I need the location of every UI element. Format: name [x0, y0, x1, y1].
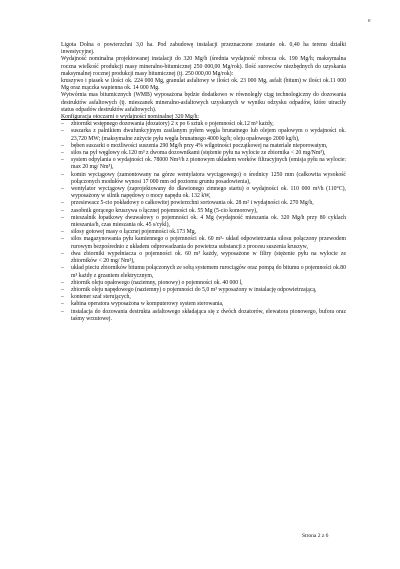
list-item: – bęben suszarki o możliwości suszenia 290 Mg/h przy 4% wilgotności początkowej na materiale nieporowatym, — [61, 143, 346, 150]
list-item: – kontener szaf sterujących, — [61, 294, 346, 301]
list-item: – układ pieciu zbiorników bitumu połączonych ze sobą systemem rurociągów oraz pompą do bitumu o pojemności ok.80 m³ każdy z grzaniem elektrycznym, — [61, 265, 346, 279]
list-item: – silos magazynowania pyłu kamiennego o pojemności ok. 60 m³- układ odpowietrzania silosu połączony przewodem rurowym bezpośrednio z układem odprowadzania do powietrza substancji z procesu suszenia kruszyw, — [61, 236, 346, 250]
corner-mark: e — [368, 18, 371, 24]
list-item: – zbiornik oleju opałowego (naziemny, pionowy) o pojemności ok. 40 000 l, — [61, 280, 346, 287]
configuration-list — [61, 121, 346, 323]
section-title: Konfiguracja otoczarni o wydajności nominalnej 320 Mg/h: — [61, 114, 199, 121]
list-item: – instalacja do dozowania destrukta asfaltowego składająca się z dwóch dozatorów, elewatora pionowego, bufora oraz taśmy wrzutowej. — [61, 309, 346, 323]
list-item: – komin wyciągowy (zamontowany na górze wentylatora wyciągowego) o średnicy 1250 mm (całkowita wysokość połączonych modułów wynosi 17 000 mm od poziomu gruntu posadowienia), — [61, 172, 346, 186]
list-item: – zbiornik oleju napędowego (naziemny) o pojemności do 5,0 m³ wyposażony w instalację odpowietrzającą, — [61, 287, 346, 294]
intro-paragraph-3: kruszywo i piasek w ilości ok. 224 000 Mg, granulat asfaltowy w ilości ok. 23 000 Mg, asfalt (bitum) w ilości ok.11 000 Mg oraz mączka wapienna ok. 14 000 Mg. — [61, 78, 346, 92]
intro-paragraph-2: Wydajność nominalna projektowanej instalacji do 320 Mg/h (średnia wydajność robocza ok. 190 Mg/h; maksymalna roczna wielkość produkcji masy mineralno-bitumicznej 250 000,00 Mg/rok). Ilość surowców niezbędnych do uzyskania maksymalnej rocznej produkcji masy bitumicznej (tj. 250 000,00 Mg/rok): — [61, 56, 346, 77]
list-item: – przesiewacz 5-cio pokładowy o całkowitej powierzchni sortowania ok. 28 m² i wydajności ok. 270 Mg/h, — [61, 200, 346, 207]
page-number: Strona 2 z 6 — [302, 533, 329, 539]
list-item: – system odpylania o wydajności ok. 78000 Nm³/h z pionowym układem worków filtracyjnych (emisja pyłu na wylocie: max 20 mg/ Nm³), — [61, 157, 346, 171]
list-item: – silosy gotowej masy o łącznej pojemności ok.173 Mg, — [61, 229, 346, 236]
list-item: – dwa zbiorniki wypełniacza o pojemności ok. 60 m³ każdy, wyposażone w filtry (stężenie pyłu na wylocie ze zbiorników < 20 mg/ Nm³), — [61, 251, 346, 265]
list-item: – silos na pył węglowy ok.120 m³ z dwoma dozownikami (stężenie pyłu na wylocie ze zbiornika < 20 mg/Nm³), — [61, 150, 346, 157]
intro-paragraph-1: Ligota Dolna o powierzchni 3,0 ha. Pod zabudowę instalacji przeznaczone zostanie ok. 0,40 ha terenu działki inwestycyjnej. — [61, 42, 346, 56]
list-item: – kabina operatora wyposażona w komputerowy system sterowania, — [61, 301, 346, 308]
document-body — [61, 42, 346, 323]
list-item: – zbiorniki wstępnego dozowania (dozatory) 2 x po 6 sztuk o pojemności ok.12 m³ każdy, — [61, 121, 346, 128]
list-item: – wentylator wyciągowy (zaprojektowany do dławionego zimnego startu) o wydajności ok. 110 000 m³/h (110°C), wyposażony w silnik napędowy o mocy napędu ok. 132 kW, — [61, 186, 346, 200]
intro-paragraph-4: Wytwórnia mas bitumicznych (WMB) wyposażona będzie dodatkowo w równoległy ciąg technologiczny do dozowania destruktów asfaltowych (tj. mieszanek mineralno-asfaltowych uzyskanych w wyniku odzysku odpadów, które utraciły status odpadów destruktów asfaltowych). — [61, 92, 346, 113]
list-item: – zasobnik gorącego kruszywa o łącznej pojemności ok. 55 Mg (5-cio komorowy), — [61, 208, 346, 215]
list-item: – suszarka z palnikiem dwufunkcyjnym zasilanym pyłem węgla brunatnego lub olejem opałowym o wydajności ok. 23,720 MW; (maksymalne zużycie pyłu węgla brunatnego 4000 kg/h; oleju opałowego 2000 kg/h), — [61, 128, 346, 142]
list-item: – mieszalnik łopatkowy dwuwałowy o pojemności ok. 4 Mg (wydajność mieszania ok. 320 Mg/h przy 80 cyklach mieszania/h, czas mieszania ok. 45 s/cykl), — [61, 215, 346, 229]
